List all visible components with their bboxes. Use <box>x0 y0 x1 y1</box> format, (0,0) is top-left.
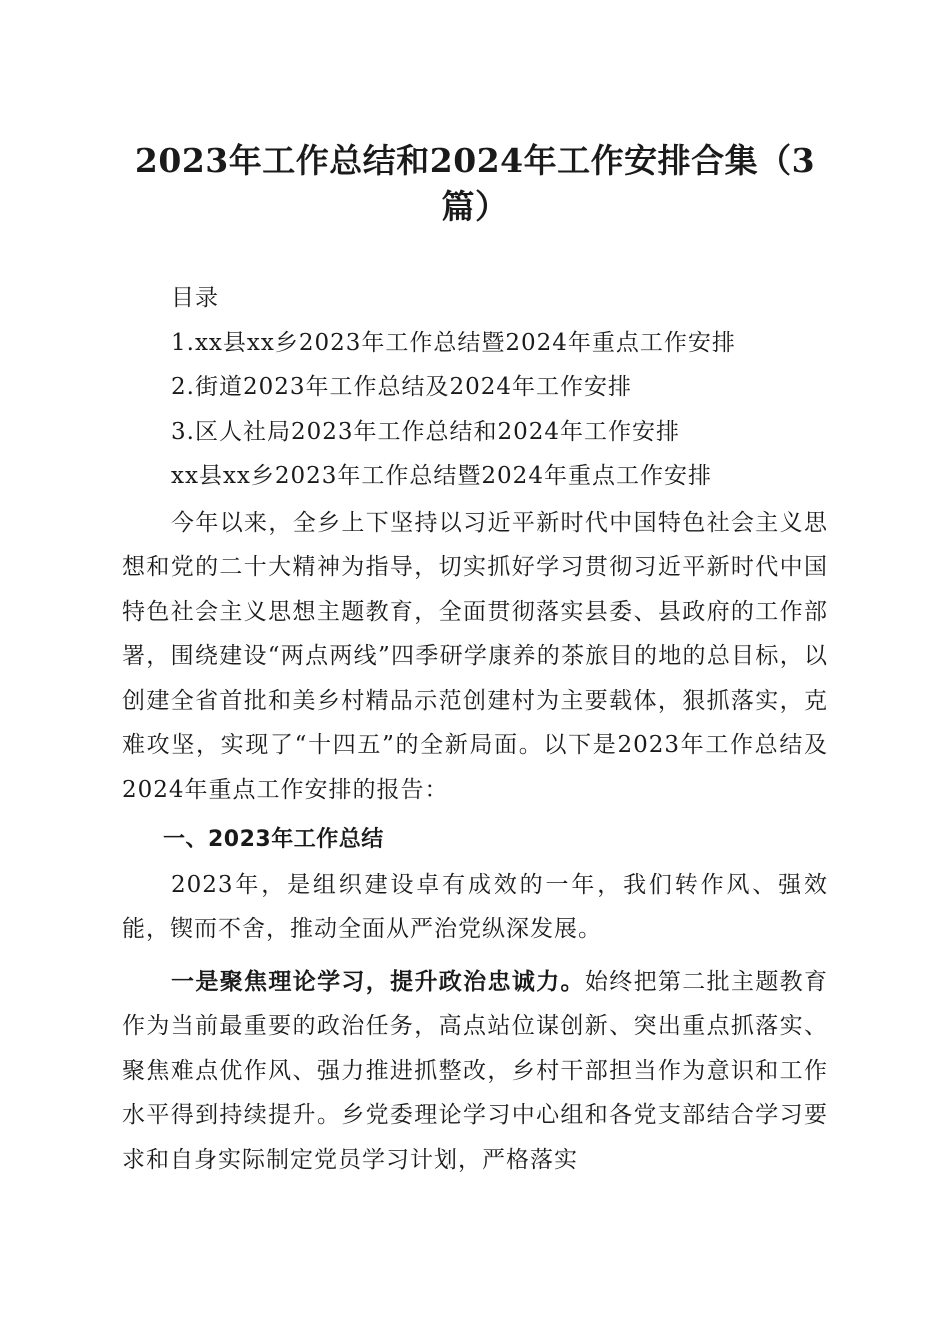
point-body: 始终把第二批主题教育作为当前最重要的政治任务，高点站位谋创新、突出重点抓落实、聚焦难点优作风、强力推进抓整改，乡村干部担当作为意识和工作水平得到持续提升。乡党委理论学习中心组和各党支部结合学习要求和自身实际制定党员学习计划，严格落实 <box>122 968 829 1173</box>
point-lead: 一是聚焦理论学习，提升政治忠诚力。 <box>171 967 585 995</box>
point-paragraph <box>122 960 828 1183</box>
toc-item-3: 3.区人社局2023年工作总结和2024年工作安排 <box>171 418 681 445</box>
document-body <box>122 278 828 1182</box>
intro-paragraph: 今年以来，全乡上下坚持以习近平新时代中国特色社会主义思想和党的二十大精神为指导，切实抓好学习贯彻习近平新时代中国特色社会主义思想主题教育，全面贯彻落实县委、县政府的工作部署，围绕建设“两点两线”四季研学康养的茶旅目的地的总目标，以创建全省首批和美乡村精品示范创建村为主要载体，狠抓落实，克难攻坚，实现了“十四五”的全新局面。以下是2023年工作总结及2024年重点工作安排的报告： <box>122 509 828 803</box>
section-heading: 一、2023年工作总结 <box>163 827 384 852</box>
toc-item-1: 1.xx县xx乡2023年工作总结暨2024年重点工作安排 <box>171 329 736 356</box>
document-title: 2023年工作总结和2024年工作安排合集（3篇） <box>134 141 816 226</box>
section-paragraph: 2023年，是组织建设卓有成效的一年，我们转作风、强效能，锲而不舍，推动全面从严治党纵深发展。 <box>122 871 828 942</box>
toc-label: 目录 <box>171 285 219 311</box>
toc-item-2: 2.街道2023年工作总结及2024年工作安排 <box>171 374 633 400</box>
article-title: xx县xx乡2023年工作总结暨2024年重点工作安排 <box>171 463 712 489</box>
